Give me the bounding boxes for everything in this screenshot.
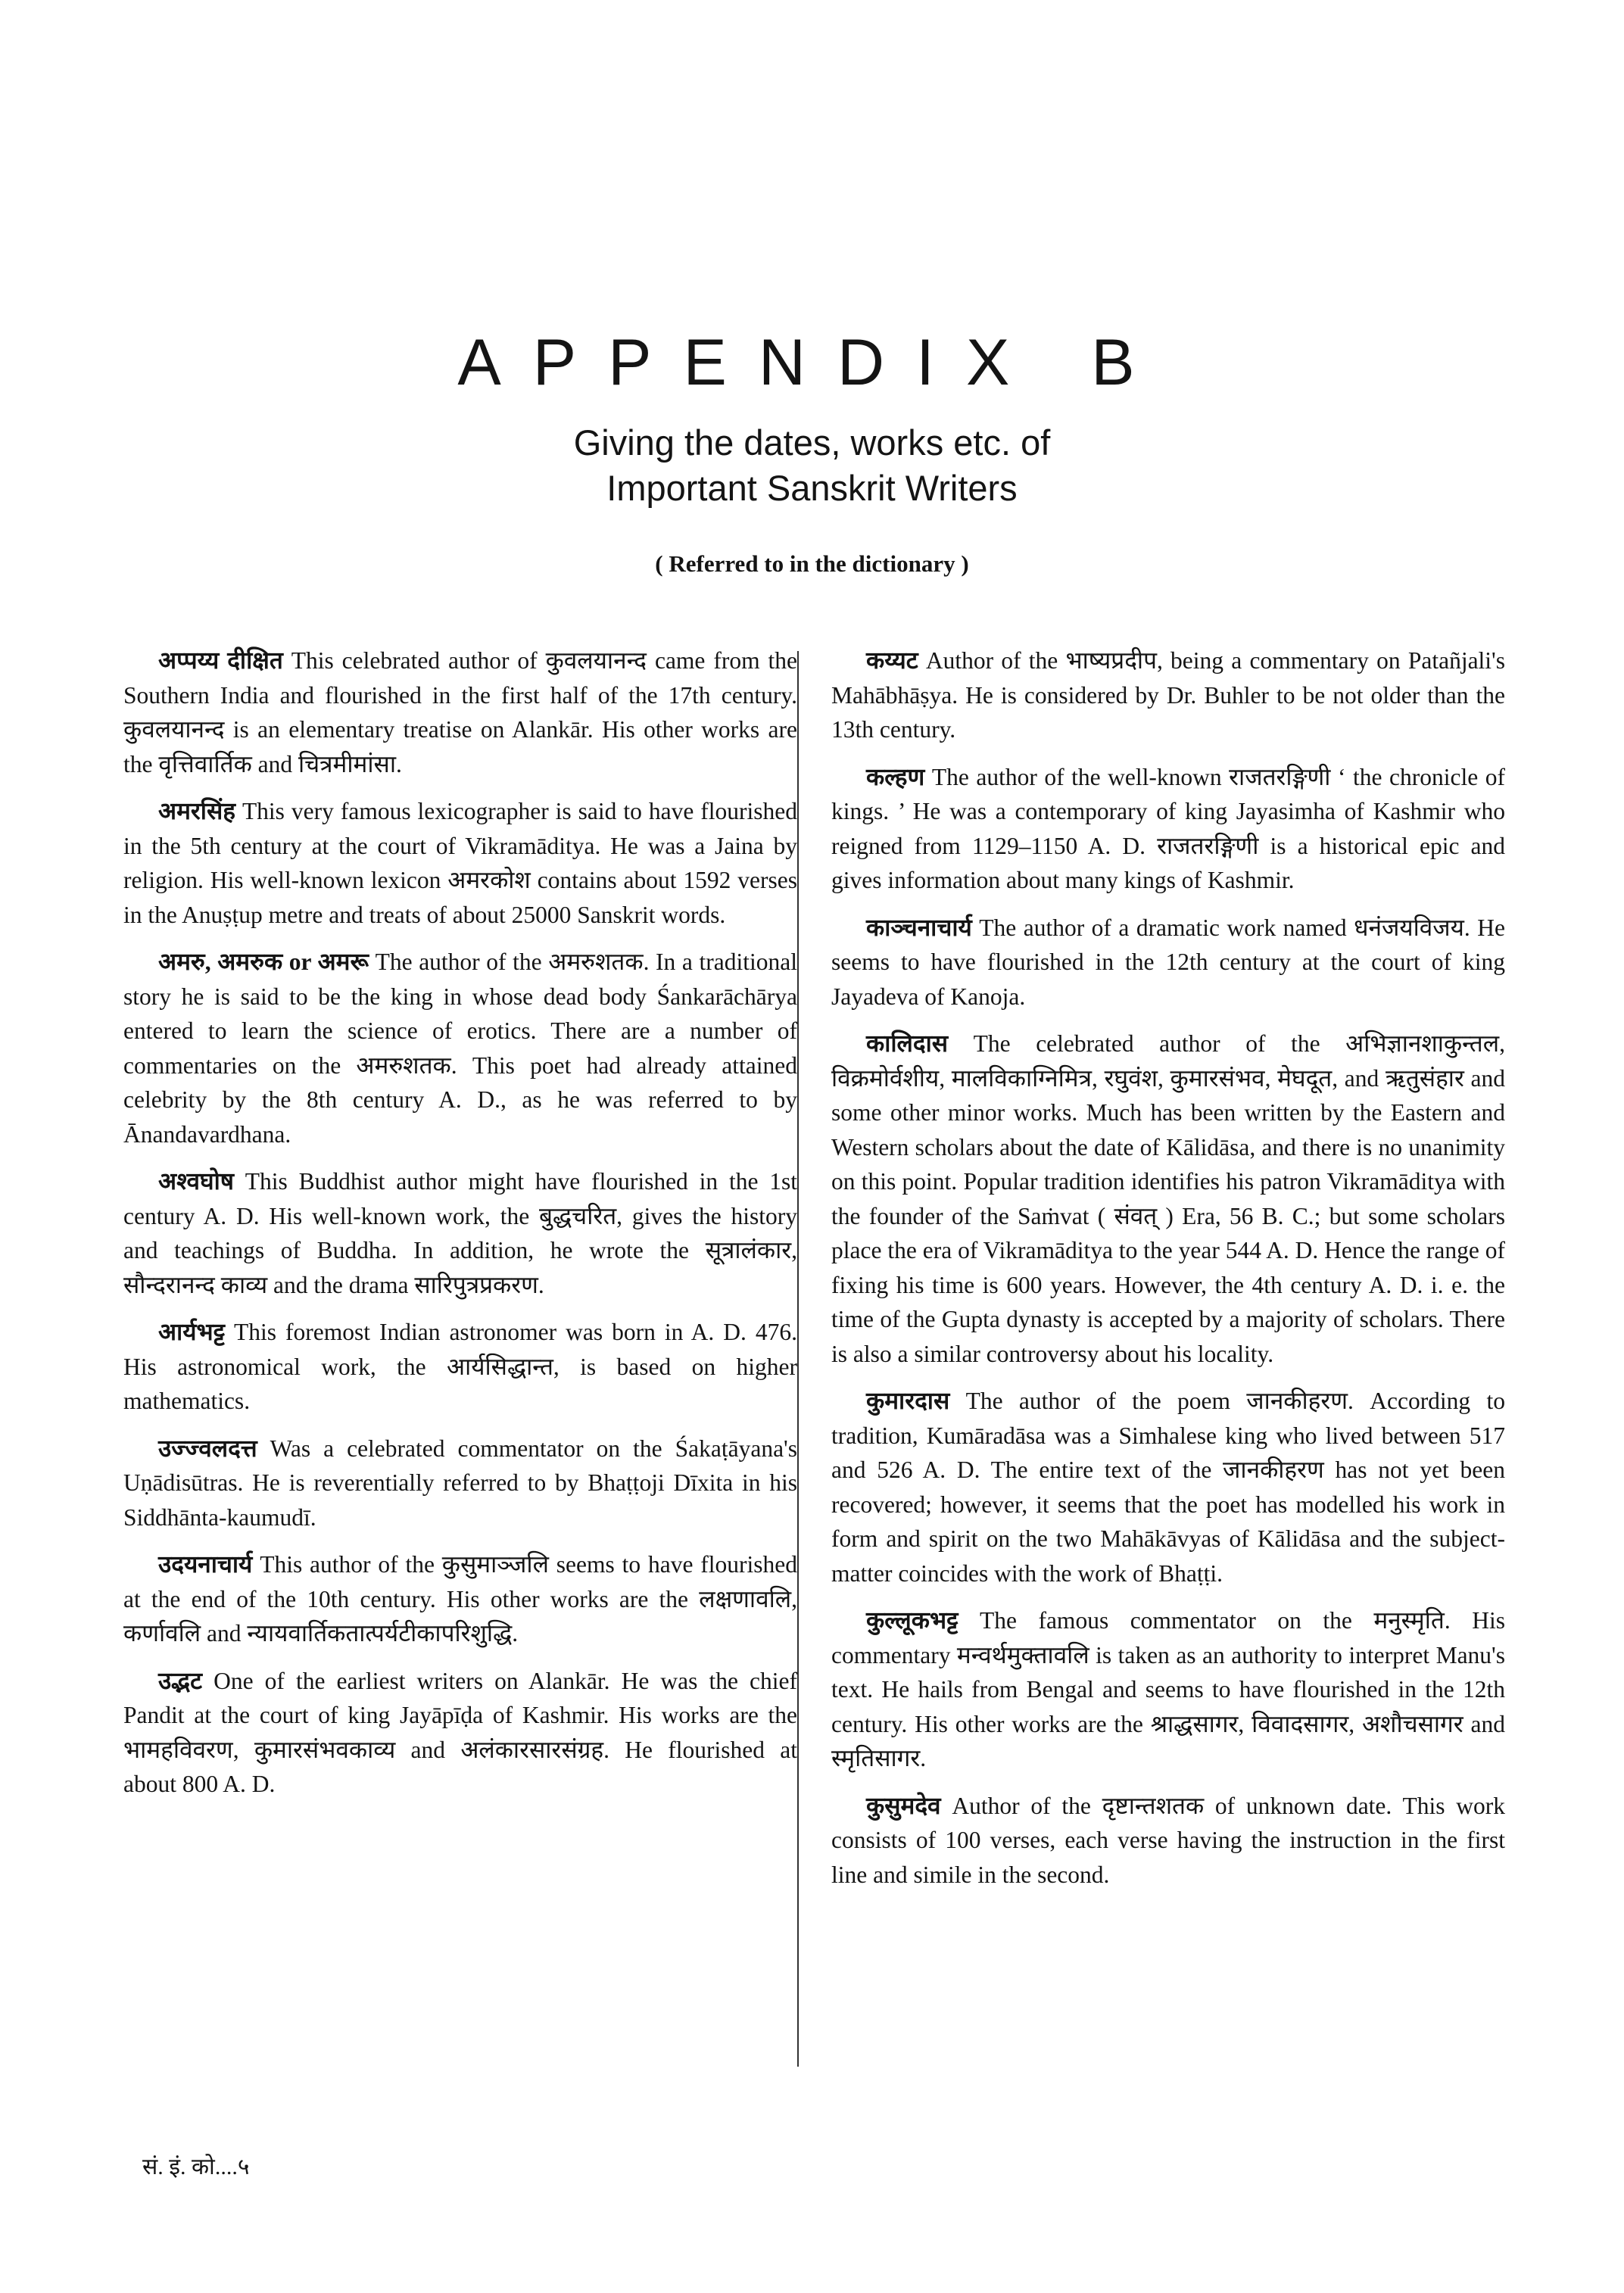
left-column <box>123 643 797 1815</box>
subtitle-line-2: Important Sanskrit Writers <box>606 468 1018 508</box>
writer-entry-kaiyata <box>831 643 1505 747</box>
writer-entry-amarasimha <box>123 794 797 932</box>
writer-name: कुमारदास <box>866 1388 950 1414</box>
page-footer-signature: सं. इं. को....५ <box>142 2154 250 2179</box>
writer-name: कय्यट <box>866 647 918 674</box>
writer-description: This author of the कुसुमाञ्जलि seems to have flourished at the end of the 10th century. His other works are the लक्षणावलि, कर्णावलि and न्यायवार्तिकतात्पर्यटीकापरिशुद्धि. <box>123 1551 797 1647</box>
writer-description: One of the earliest writers on Alankār. He was the chief Pandit at the court of king Jayāpīḍa of Kashmir. His works are the भामहविवरण, कुमारसंभवकाव्य and अलंकारसारसंग्रह. He flourished at about 800 A. D. <box>123 1667 797 1797</box>
referred-note: ( Referred to in the dictionary ) <box>655 550 969 577</box>
writer-entry-kumaradasa <box>831 1384 1505 1590</box>
writer-entry-kalidasa <box>831 1027 1505 1371</box>
writer-entry-kalhana <box>831 760 1505 898</box>
writer-description: This celebrated author of कुवलयानन्द came from the Southern India and flourished in the first half of the 17th century. कुवलयानन्द is an elementary treatise on Alankār. His other works are the वृत्तिवार्तिक and चित्रमीमांसा. <box>123 647 797 777</box>
writer-entry-ujjvaladatta <box>123 1432 797 1535</box>
writer-description: Author of the दृष्टान्तशतक of unknown date. This work consists of 100 verses, each verse having the instruction in the first line and simile in the second. <box>831 1792 1506 1888</box>
writer-name: अप्पय्य दीक्षित <box>158 647 283 674</box>
writer-description: This foremost Indian astronomer was born in A. D. 476. His astronomical work, the आर्यसिद्धान्त, is based on higher mathematics. <box>123 1319 798 1414</box>
writer-name: उज्ज्वलदत्त <box>158 1435 257 1462</box>
writer-name: अमरु, अमरुक or अमरू <box>158 949 369 975</box>
writer-entry-appayya-dikshita <box>123 643 797 781</box>
writer-entry-aryabhatta <box>123 1315 797 1419</box>
writer-name: कल्हण <box>866 763 925 790</box>
column-divider <box>797 651 799 2067</box>
writer-description: The author of the poem जानकीहरण. According to tradition, Kumāradāsa was a Simhalese king who lived between 517 and 526 A. D. The entire text of the जानकीहरण has not yet been recovered; however, it seems that the poet has modelled his work in form and spirit on the two Mahākāvyas of Kālidāsa and the subject-matter coincides with the work of Bhaṭṭi. <box>831 1388 1505 1587</box>
subtitle-line-1: Giving the dates, works etc. of <box>573 422 1051 463</box>
right-column <box>831 643 1505 1905</box>
writer-description: Was a celebrated commentator on the Śakaṭāyana's Uṇādisūtras. He is reverentially referred to by Bhaṭṭoji Dīxita in his Siddhānta-kaumudī. <box>123 1435 797 1531</box>
writer-description: The famous commentator on the मनुस्मृति. His commentary मन्वर्थमुक्तावलि is taken as an authority to interpret Manu's text. He hails from Bengal and seems to have flourished in the 12th century. His other works are the श्राद्धसागर, विवादसागर, अशौचसागर and स्मृतिसागर. <box>831 1607 1505 1771</box>
writer-entry-udayanacharya <box>123 1547 797 1651</box>
writer-name: अमरसिंह <box>158 798 235 824</box>
writer-name: काञ्चनाचार्य <box>866 914 972 941</box>
writer-entry-kullukabhatta <box>831 1603 1505 1776</box>
writer-name: कालिदास <box>866 1030 949 1057</box>
writer-description: This very famous lexicographer is said to have flourished in the 5th century at the court of Vikramāditya. He was a Jaina by religion. His well-known lexicon अमरकोश contains about 1592 verses in the Anuṣṭup metre and treats of about 25000 Sanskrit words. <box>123 798 797 928</box>
page-title: APPENDIX B <box>457 326 1167 399</box>
writer-name: अश्वघोष <box>158 1168 234 1195</box>
writer-description: The author of the well-known राजतरङ्गिणी ‘ the chronicle of kings. ’ He was a contemporary of king Jayasimha of Kashmir who reigned from 1129–1150 A. D. राजतरङ्गिणी is a historical epic and gives information about many kings of Kashmir. <box>831 763 1506 893</box>
writer-description: The author of a dramatic work named धनंजयविजय. He seems to have flourished in the 12th century at the court of king Jayadeva of Kanoja. <box>831 914 1506 1010</box>
writer-description: This Buddhist author might have flourished in the 1st century A. D. His well-known work, the बुद्धचरित, gives the history and teachings of Buddha. In addition, he wrote the सूत्रालंकार, सौन्दरानन्द काव्य and the drama सारिपुत्रप्रकरण. <box>123 1168 798 1298</box>
writer-name: उद्भट <box>158 1667 202 1694</box>
writer-entry-kanchanacharya <box>831 911 1505 1014</box>
subtitle <box>0 420 1624 511</box>
writer-name: आर्यभट्ट <box>158 1319 226 1345</box>
writer-description: Author of the भाष्यप्रदीप, being a commentary on Patañjali's Mahābhāṣya. He is considered by Dr. Buhler to be not older than the 13th century. <box>831 647 1505 743</box>
writer-entry-ashvaghosha <box>123 1164 797 1302</box>
writer-description: The celebrated author of the अभिज्ञानशाकुन्तल, विक्रमोर्वशीय, मालविकाग्निमित्र, रघुवंश, कुमारसंभव, मेघदूत, and ऋतुसंहार and some other minor works. Much has been written by the Eastern and Western scholars about the date of Kālidāsa, and there is no unanimity on this point. Popular tradition identifies his patron Vikramāditya with the founder of the Saṁvat ( संवत् ) Era, 56 B. C.; but some scholars place the era of Vikramāditya to the year 544 A. D. Hence the range of fixing his time is 600 years. However, the 4th century A. D. i. e. the time of the Gupta dynasty is accepted by a majority of scholars. There is also a similar controversy about his locality. <box>831 1030 1505 1367</box>
writer-name: उदयनाचार्य <box>158 1551 253 1578</box>
writer-entry-amaru <box>123 945 797 1151</box>
writer-description: The author of the अमरुशतक. In a traditional story he is said to be the king in whose dead body Śankarāchārya entered to learn the science of erotics. There are a number of commentaries on the अमरुशतक. This poet had already attained celebrity by the 8th century A. D., as he was referred to by Ānandavardhana. <box>123 949 797 1148</box>
writer-name: कुसुमदेव <box>866 1792 941 1819</box>
writer-entry-kusumadeva <box>831 1789 1505 1893</box>
writer-entry-udbhata <box>123 1664 797 1802</box>
writer-name: कुल्लूकभट्ट <box>866 1607 959 1634</box>
